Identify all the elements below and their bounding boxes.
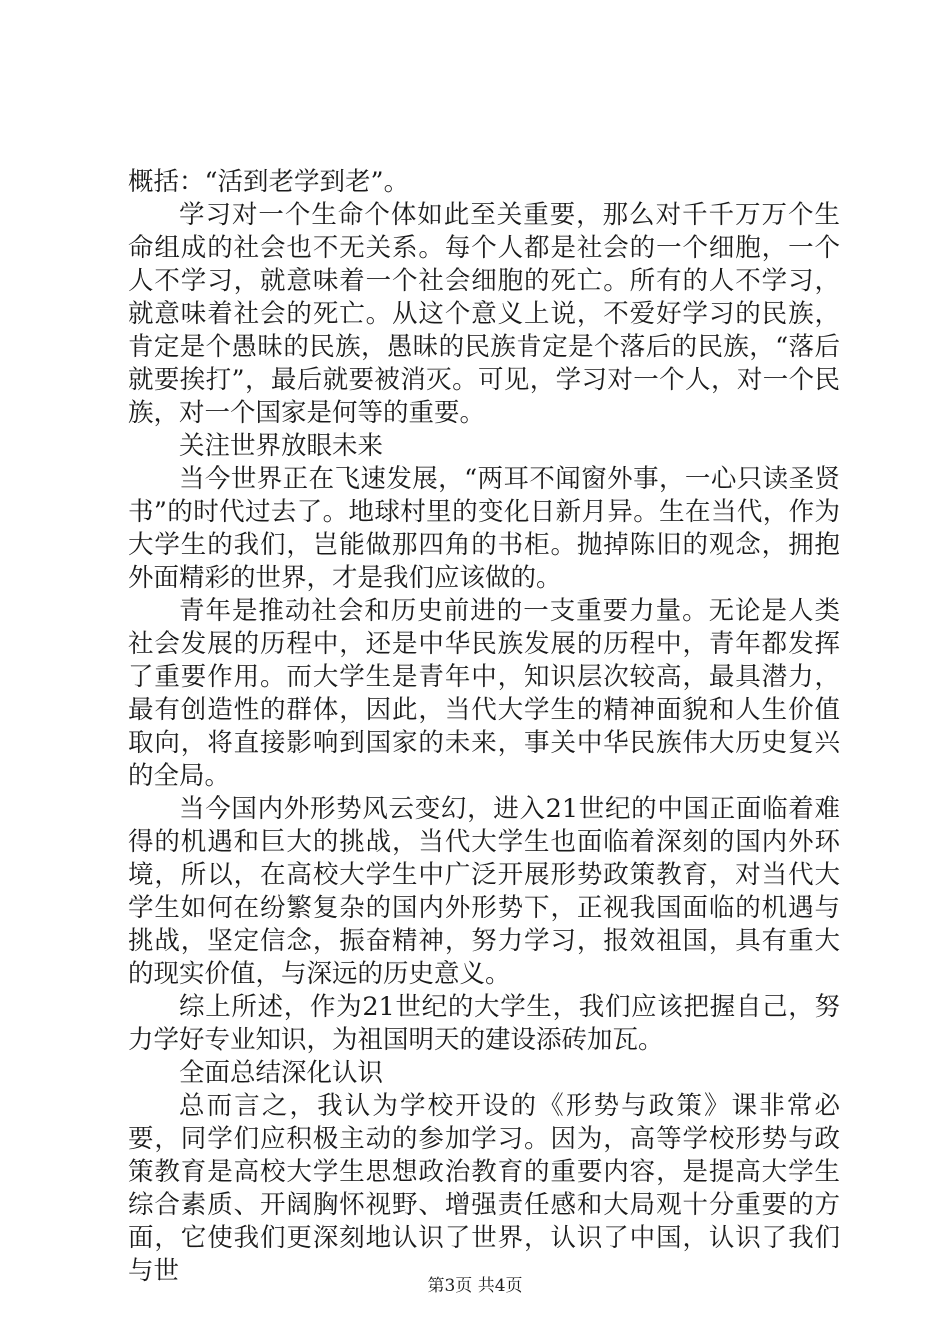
paragraph-youth-force: 青年是推动社会和历史前进的一支重要力量。无论是人类社会发展的历程中，还是中华民族发展的历程中，青年都发挥了重要作用。而大学生是青年中，知识层次较高，最具潜力，最有创造性的群体，因此，当代大学生的精神面貌和人生价值取向，将直接影响到国家的未来，事关中华民族伟大历史复兴的全局。 (128, 596, 840, 791)
paragraph-summary-intro: 概括：“活到老学到老”。 (128, 167, 410, 197)
paragraph-learning-importance: 学习对一个生命个体如此至关重要，那么对千千万万个生命组成的社会也不无关系。每个人都是社会的一个细胞，一个人不学习，就意味着一个社会细胞的死亡。所有的人不学习，就意味着社会的死亡。从这个意义上说，不爱好学习的民族，肯定是个愚昧的民族，愚昧的民族肯定是个落后的民族，“落后就要挨打”，最后就要被消灭。可见，学习对一个人，对一个民族，对一个国家是何等的重要。 (128, 200, 840, 428)
paragraph-conclusion: 综上所述，作为21世纪的大学生，我们应该把握自己，努力学好专业知识，为祖国明天的建设添砖加瓦。 (128, 992, 840, 1055)
paragraph-course-necessity: 总而言之，我认为学校开设的《形势与政策》课非常必要，同学们应积极主动的参加学习。因为，高等学校形势与政策教育是高校大学生思想政治教育的重要内容，是提高大学生综合素质、开阔胸怀视野、增强责任感和大局观十分重要的方面，它使我们更深刻地认识了世界，认识了中国，认识了我们与世 (128, 1091, 840, 1286)
document-body (128, 166, 840, 1288)
paragraph-world-development: 当今世界正在飞速发展，“两耳不闻窗外事，一心只读圣贤书”的时代过去了。地球村里的变化日新月异。生在当代，作为大学生的我们，岂能做那四角的书柜。抛掉陈旧的观念，拥抱外面精彩的世界，才是我们应该做的。 (128, 464, 840, 593)
paragraph-situation-policy: 当今国内外形势风云变幻，进入21世纪的中国正面临着难得的机遇和巨大的挑战，当代大学生也面临着深刻的国内外环境，所以，在高校大学生中广泛开展形势政策教育，对当代大学生如何在纷繁复杂的国内外形势下，正视我国面临的机遇与挑战，坚定信念，振奋精神，努力学习，报效祖国，具有重大的现实价值，与深远的历史意义。 (128, 794, 840, 989)
section-heading-world-future: 关注世界放眼未来 (179, 431, 384, 461)
section-heading-summary: 全面总结深化认识 (179, 1058, 384, 1088)
page-footer: 第3页 共4页 (427, 1276, 523, 1296)
